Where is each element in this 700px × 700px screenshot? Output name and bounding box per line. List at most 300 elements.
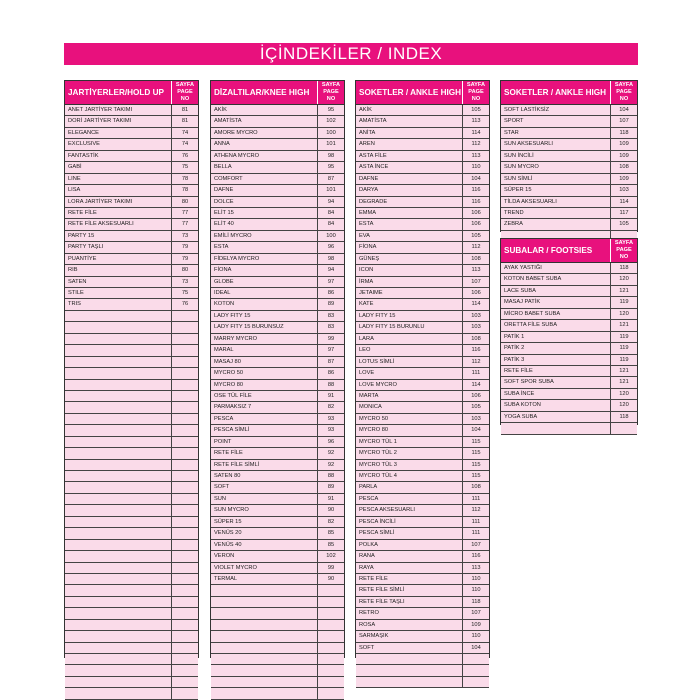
product-name <box>211 597 317 607</box>
page-number <box>171 482 198 492</box>
product-name <box>65 494 171 504</box>
section-header <box>211 81 344 105</box>
page-number: 120 <box>610 389 637 399</box>
product-name: SÜPER 15 <box>504 187 532 194</box>
page-number: 110 <box>462 162 489 172</box>
index-row <box>501 343 637 354</box>
index-row <box>501 400 637 411</box>
page-number: 107 <box>462 540 489 550</box>
product-name: GLOBE <box>214 278 234 285</box>
product-name: SUBA KOTON <box>504 402 541 409</box>
page-number-header <box>610 81 637 104</box>
product-name <box>65 574 171 584</box>
page-number: 104 <box>462 643 489 653</box>
product-name <box>65 608 171 618</box>
product-name: DAFNE <box>214 187 234 194</box>
index-row <box>211 574 344 585</box>
page-number <box>171 425 198 435</box>
empty-index-row <box>65 631 198 642</box>
product-name: VENÜS 20 <box>214 530 242 537</box>
index-row <box>356 574 489 585</box>
product-name <box>65 425 171 435</box>
index-row <box>501 197 637 208</box>
product-name <box>65 322 171 332</box>
page-number <box>317 631 344 641</box>
index-row <box>211 380 344 391</box>
page-number: 106 <box>462 391 489 401</box>
page-number: 77 <box>171 208 198 218</box>
index-row <box>356 437 489 448</box>
index-row <box>501 185 637 196</box>
product-name <box>65 345 171 355</box>
page-number: 119 <box>610 355 637 365</box>
product-name <box>211 631 317 641</box>
page-number: 93 <box>317 414 344 424</box>
product-name: MASAJ 80 <box>214 358 241 365</box>
page-number <box>317 677 344 687</box>
index-row <box>65 254 198 265</box>
index-row <box>356 128 489 139</box>
page-number: 75 <box>171 288 198 298</box>
product-name: ELİT 40 <box>214 221 234 228</box>
index-row <box>501 208 637 219</box>
page-number: 74 <box>171 139 198 149</box>
index-row <box>211 174 344 185</box>
product-name: SARMAŞIK <box>359 633 389 640</box>
page-number: 106 <box>462 288 489 298</box>
page-number: 113 <box>462 563 489 573</box>
index-row <box>211 368 344 379</box>
index-row <box>356 368 489 379</box>
product-name: SÜPER 15 <box>214 518 242 525</box>
page-number <box>171 322 198 332</box>
index-row <box>356 597 489 608</box>
section-title: DİZALTILAR/KNEE HIGH <box>214 88 310 97</box>
product-name: YOGA SUBA <box>504 413 538 420</box>
page-number: 105 <box>462 231 489 241</box>
product-name: PARMAKSIZ 7 <box>214 404 252 411</box>
product-name: EMMA <box>359 209 377 216</box>
index-row <box>211 197 344 208</box>
page-number: 73 <box>171 277 198 287</box>
product-name: BELLA <box>214 164 232 171</box>
index-rows <box>356 105 489 688</box>
page-number: 116 <box>462 197 489 207</box>
page-number <box>171 448 198 458</box>
empty-index-row <box>65 334 198 345</box>
index-row <box>211 151 344 162</box>
page-number: 89 <box>317 299 344 309</box>
page-number: 118 <box>610 128 637 138</box>
product-name <box>211 665 317 675</box>
index-row <box>211 162 344 173</box>
index-row <box>356 551 489 562</box>
product-name <box>211 688 317 698</box>
product-name: MONICA <box>359 404 382 411</box>
empty-index-row <box>65 688 198 699</box>
page-number <box>171 437 198 447</box>
product-name <box>211 585 317 595</box>
product-name: OSE TÜL FİLE <box>214 392 252 399</box>
page-number-header <box>317 81 344 104</box>
index-row <box>501 297 637 308</box>
product-name: RETE FİLE <box>214 450 243 457</box>
index-row <box>211 128 344 139</box>
product-name: MYCRO 80 <box>214 381 244 388</box>
index-row <box>211 105 344 116</box>
product-name <box>65 688 171 698</box>
product-name <box>211 654 317 664</box>
product-name: RAYA <box>359 564 374 571</box>
page-header-line: PAGE <box>616 89 632 95</box>
empty-index-row <box>65 311 198 322</box>
product-name: RETRO <box>359 610 379 617</box>
page-number: 107 <box>610 116 637 126</box>
empty-index-row <box>501 423 637 434</box>
page-number: 106 <box>462 219 489 229</box>
page-number: 111 <box>462 517 489 527</box>
page-number: 105 <box>462 402 489 412</box>
empty-index-row <box>65 460 198 471</box>
section-hold-up <box>64 80 199 658</box>
page-number <box>171 631 198 641</box>
empty-index-row <box>65 448 198 459</box>
index-row <box>211 322 344 333</box>
page-number: 78 <box>171 174 198 184</box>
page-number <box>171 460 198 470</box>
product-name: SOFT LASTİKSİZ <box>504 107 550 113</box>
index-row <box>356 162 489 173</box>
page-number: 112 <box>462 505 489 515</box>
product-name: PESCA SİMLİ <box>359 530 395 537</box>
index-row <box>356 231 489 242</box>
index-row <box>501 151 637 162</box>
page-number: 98 <box>317 254 344 264</box>
page-number <box>171 391 198 401</box>
index-row <box>65 162 198 173</box>
page-number: 115 <box>462 460 489 470</box>
page-header-line: SAYFA <box>466 82 486 88</box>
product-name: PESCA <box>359 495 379 502</box>
product-name: MYCRO TÜL 4 <box>359 473 397 479</box>
product-name: RETE FİLE SİMLİ <box>214 461 260 468</box>
page-number: 73 <box>171 231 198 241</box>
page-number: 109 <box>462 620 489 630</box>
page-number: 113 <box>462 151 489 161</box>
page-number: 96 <box>317 242 344 252</box>
page-number: 119 <box>610 332 637 342</box>
empty-index-row <box>211 597 344 608</box>
page-number <box>171 574 198 584</box>
index-row <box>356 345 489 356</box>
product-name: RETE FİLE SİMLİ <box>359 587 405 594</box>
index-row <box>211 299 344 310</box>
index-title-banner: İÇİNDEKİLER / INDEX <box>64 43 638 65</box>
page-number: 112 <box>462 242 489 252</box>
product-name: SUN İNCİLİ <box>504 152 534 159</box>
page-number: 97 <box>317 277 344 287</box>
product-name: PARTY TAŞLI <box>68 244 104 251</box>
index-row <box>356 631 489 642</box>
page-number <box>171 551 198 561</box>
index-row <box>65 231 198 242</box>
product-name <box>65 391 171 401</box>
product-name: PESCA SİMLİ <box>214 427 250 434</box>
page-number <box>171 620 198 630</box>
product-name: SOFT SPOR SUBA <box>504 379 554 386</box>
page-number: 110 <box>462 574 489 584</box>
index-row <box>65 299 198 310</box>
empty-index-row <box>65 425 198 436</box>
page-number: 108 <box>610 162 637 172</box>
page-number: 104 <box>462 425 489 435</box>
page-number: 103 <box>610 185 637 195</box>
page-number: 103 <box>462 414 489 424</box>
page-number: 95 <box>317 105 344 115</box>
product-name: AREN <box>359 141 375 148</box>
page-number: 106 <box>462 208 489 218</box>
product-name: AYAK YASTIĞI <box>504 265 542 271</box>
index-row <box>356 185 489 196</box>
empty-index-row <box>65 380 198 391</box>
index-row <box>211 139 344 150</box>
page-number: 82 <box>317 517 344 527</box>
page-number: 103 <box>462 322 489 332</box>
product-name: ESTA <box>214 244 229 251</box>
product-name: STAR <box>504 129 519 136</box>
page-number: 121 <box>610 320 637 330</box>
section-header <box>501 81 637 105</box>
index-row <box>356 494 489 505</box>
product-name: KATE <box>359 301 374 308</box>
page-number: 90 <box>317 574 344 584</box>
product-name: TREND <box>504 209 524 216</box>
index-row <box>501 320 637 331</box>
page-number: 110 <box>462 631 489 641</box>
product-name: AMATİSTA <box>359 118 387 125</box>
index-row <box>65 174 198 185</box>
page-number <box>171 608 198 618</box>
product-name <box>65 540 171 550</box>
product-name: AKİK <box>359 107 372 113</box>
product-name <box>65 437 171 447</box>
index-row <box>356 482 489 493</box>
page-number <box>171 517 198 527</box>
product-name: MYCRO TÜL 2 <box>359 450 397 457</box>
index-row <box>211 242 344 253</box>
product-name <box>65 563 171 573</box>
index-row <box>356 322 489 333</box>
product-name: JETAIME <box>359 290 383 296</box>
page-number <box>171 380 198 390</box>
page-number <box>171 334 198 344</box>
index-row <box>356 391 489 402</box>
product-name: FİDELYA MYCRO <box>214 255 260 262</box>
page-number: 111 <box>462 494 489 504</box>
product-name: RETE FİLE <box>68 209 97 216</box>
empty-index-row <box>356 654 489 665</box>
empty-index-row <box>211 688 344 699</box>
empty-index-row <box>65 574 198 585</box>
section-title: JARTİYERLER/HOLD UP <box>68 88 164 97</box>
product-name: PARLA <box>359 484 378 491</box>
index-row <box>501 162 637 173</box>
section-title: SOKETLER / ANKLE HIGH <box>359 88 462 97</box>
product-name: ASTA FİLE <box>359 152 387 159</box>
product-name: IDEAL <box>214 290 231 296</box>
index-row <box>501 219 637 230</box>
index-row <box>211 277 344 288</box>
page-number: 97 <box>317 345 344 355</box>
page-number: 121 <box>610 286 637 296</box>
page-number: 84 <box>317 219 344 229</box>
page-number: 87 <box>317 174 344 184</box>
product-name: PESCA İNCİLİ <box>359 518 396 525</box>
index-row <box>211 471 344 482</box>
index-row <box>356 563 489 574</box>
product-name <box>65 643 171 653</box>
empty-index-row <box>211 631 344 642</box>
product-name <box>65 448 171 458</box>
index-row <box>65 288 198 299</box>
product-name: VENÜS 40 <box>214 541 242 548</box>
index-row <box>356 460 489 471</box>
page-number: 120 <box>610 400 637 410</box>
page-number: 114 <box>462 299 489 309</box>
product-name <box>65 334 171 344</box>
index-row <box>356 116 489 127</box>
product-name: LADY FITY 15 BURUNSUZ <box>214 324 284 331</box>
index-row <box>501 366 637 377</box>
index-row <box>356 242 489 253</box>
product-name: AMATİSTA <box>214 118 242 125</box>
product-name: KOTON BABET SUBA <box>504 276 562 283</box>
page-number <box>610 423 637 433</box>
product-name: MARTA <box>359 392 379 399</box>
product-name: MYCRO 50 <box>359 415 389 422</box>
page-number <box>171 402 198 412</box>
index-row <box>211 540 344 551</box>
section-title: SOKETLER / ANKLE HIGH <box>504 88 607 97</box>
page-number <box>171 688 198 698</box>
page-header-line: PAGE <box>616 247 632 253</box>
index-row <box>211 231 344 242</box>
page-number: 94 <box>317 197 344 207</box>
product-name: ROSA <box>359 621 376 628</box>
product-name: FANTASTİK <box>68 152 99 159</box>
index-row <box>211 254 344 265</box>
page-number: 109 <box>610 139 637 149</box>
empty-index-row <box>65 528 198 539</box>
product-name: SUN <box>214 495 227 502</box>
product-name: PATİK 3 <box>504 356 525 363</box>
empty-index-row <box>65 437 198 448</box>
product-name: FİONA <box>359 244 377 251</box>
index-rows <box>65 105 198 700</box>
product-name: DEGRADE <box>359 198 388 205</box>
product-name: İRMA <box>359 278 374 285</box>
page-number: 94 <box>317 265 344 275</box>
section-knee-high <box>210 80 345 658</box>
page-number <box>171 311 198 321</box>
product-name: LOTUS SİMLİ <box>359 358 395 365</box>
page-number: 108 <box>462 254 489 264</box>
page-number <box>317 585 344 595</box>
product-name: RANA <box>359 553 375 560</box>
product-name: EMİLİ MYCRO <box>214 232 252 239</box>
page-number <box>462 677 489 687</box>
page-number <box>171 597 198 607</box>
page-number: 79 <box>171 254 198 264</box>
index-row <box>65 151 198 162</box>
product-name: LACE SUBA <box>504 287 536 294</box>
page-number <box>317 654 344 664</box>
product-name <box>65 380 171 390</box>
page-number: 115 <box>462 471 489 481</box>
product-name <box>65 482 171 492</box>
empty-index-row <box>65 585 198 596</box>
index-rows <box>211 105 344 700</box>
product-name: DAFNE <box>359 175 379 182</box>
section-header <box>65 81 198 105</box>
page-number: 85 <box>317 528 344 538</box>
page-header-line: SAYFA <box>614 82 634 88</box>
section-header <box>501 239 637 263</box>
index-row <box>65 242 198 253</box>
product-name <box>211 620 317 630</box>
page-number: 93 <box>317 425 344 435</box>
index-row <box>211 528 344 539</box>
index-row <box>211 288 344 299</box>
page-number: 95 <box>317 162 344 172</box>
index-row <box>501 412 637 423</box>
index-row <box>211 437 344 448</box>
empty-index-row <box>65 643 198 654</box>
index-row <box>501 263 637 274</box>
index-row <box>356 585 489 596</box>
page-header-line: NO <box>619 254 629 260</box>
product-name: LOVE MYCRO <box>359 381 397 388</box>
page-header-line: NO <box>180 96 190 102</box>
page-number: 120 <box>610 309 637 319</box>
section-title: SUBALAR / FOOTSIES <box>504 246 593 255</box>
page-number: 109 <box>610 174 637 184</box>
product-name <box>65 357 171 367</box>
index-row <box>501 389 637 400</box>
page-number: 105 <box>610 219 637 229</box>
product-name: ELİT 15 <box>214 209 234 216</box>
page-number <box>462 654 489 664</box>
page-number <box>171 528 198 538</box>
page-number: 80 <box>171 265 198 275</box>
product-name <box>65 585 171 595</box>
index-row <box>65 185 198 196</box>
product-name <box>356 665 462 675</box>
page-number: 84 <box>317 208 344 218</box>
empty-index-row <box>211 654 344 665</box>
index-row <box>356 311 489 322</box>
empty-index-row <box>65 391 198 402</box>
index-row <box>211 311 344 322</box>
empty-index-row <box>65 345 198 356</box>
empty-index-row <box>211 608 344 619</box>
index-row <box>501 174 637 185</box>
index-row <box>501 274 637 285</box>
page-number <box>171 585 198 595</box>
page-number: 102 <box>317 116 344 126</box>
page-number: 120 <box>610 274 637 284</box>
product-name: ANET JARTİYER TAKIMI <box>68 107 133 113</box>
